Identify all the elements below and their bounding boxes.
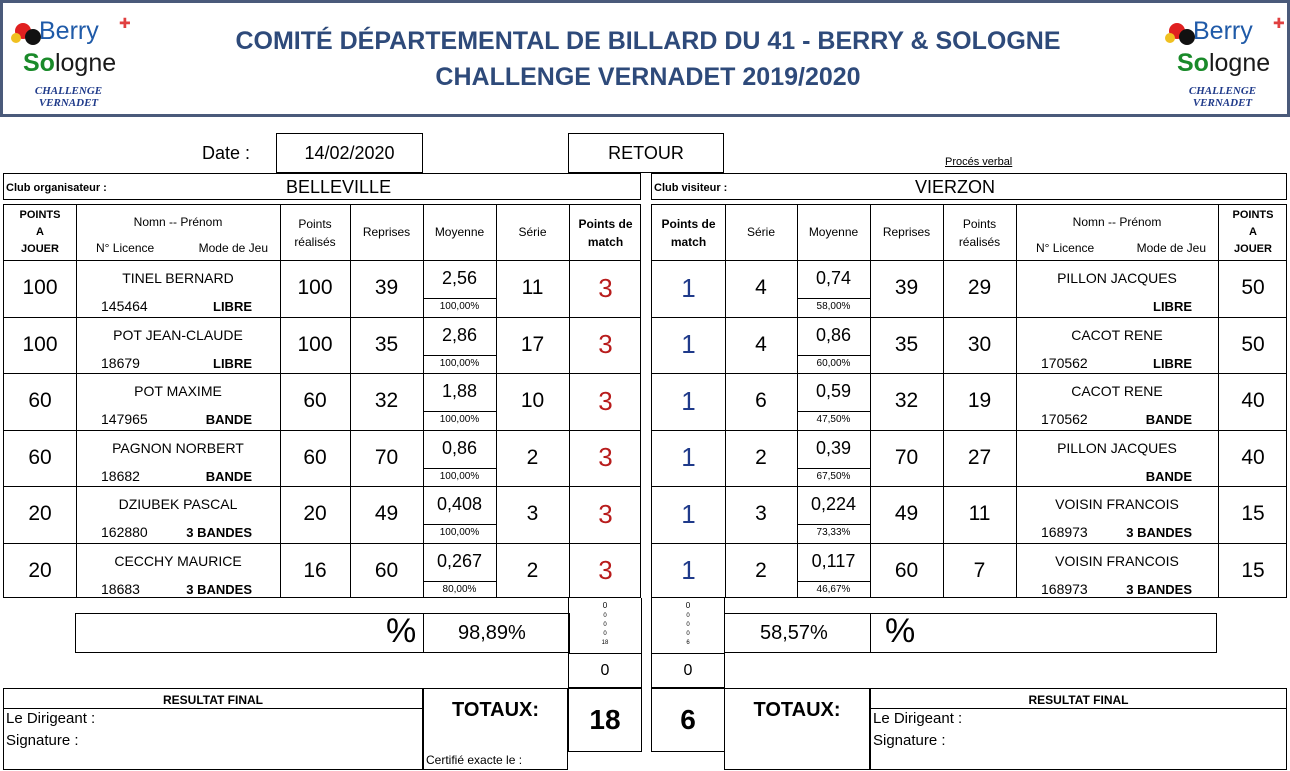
header-points-a-jouer: JOUER [1234,243,1272,255]
value-cell: 60 [374,558,399,582]
column-header [423,205,496,260]
match-points: 1 [681,329,696,360]
totaux-label: TOTAUX: [753,699,841,721]
value-cell: 2 [755,445,767,469]
column-header [350,205,423,260]
mini-total: 0 [686,613,690,619]
value-cell: 20 [28,558,52,582]
player-cell [1016,373,1218,430]
club-organisateur-label: Club organisateur : [6,182,107,194]
column-header [725,205,797,260]
value-cell: 100 [22,332,58,356]
value-cell: 100 [297,276,333,300]
home-percentage-box [75,613,570,653]
header-points-a-jouer: A [36,226,44,238]
mini-total: 18 [601,640,609,646]
percent-symbol: % [885,612,916,650]
player-cell [1016,543,1218,600]
player-mode: LIBRE [213,299,252,314]
header-points-a-jouer: POINTS [1232,209,1274,221]
mini-total: 0 [602,601,608,610]
header-points-a-jouer: POINTS [19,209,61,221]
player-cell [76,486,280,543]
home-grand-total: 18 [568,688,642,752]
club-organisateur-row [3,173,641,200]
moyenne-cell [423,317,496,374]
berry-sologne-logo-left: ✚ Berry Sologne CHALLENGE VERNADET [11,15,131,115]
header-nom-prenom: Nomn -- Prénom [133,215,223,229]
player-licence: 18682 [101,467,140,484]
header-points-match: Points de [661,216,716,231]
header-nom-prenom: Nomn -- Prénom [1072,215,1162,229]
value-cell: 100 [22,276,58,300]
player-mode: BANDE [205,412,252,427]
column-header [76,205,280,260]
value-cell: 4 [755,276,767,300]
player-licence: 147965 [101,411,148,427]
moyenne-percentage: 46,67% [816,583,851,595]
moyenne-cell [797,317,870,374]
value-cell: 2 [526,445,539,469]
player-cell [1016,430,1218,487]
visitor-percentage: 58,57% [760,622,828,644]
player-mode: BANDE [205,468,252,484]
value-cell: 50 [1241,276,1265,300]
page-subtitle: CHALLENGE VERNADET 2019/2020 [435,63,861,91]
moyenne-value: 0,86 [441,437,478,458]
home-mini-totals [568,598,642,653]
player-licence: 168973 [1041,580,1088,597]
club-organisateur-value: BELLEVILLE [286,177,392,197]
value-cell: 11 [521,276,544,300]
column-header [1016,205,1218,260]
value-cell: 49 [374,502,399,526]
moyenne-cell [423,430,496,487]
player-mode: BANDE [1145,468,1192,484]
player-cell [76,260,280,317]
player-cell [76,317,280,374]
moyenne-percentage: 58,00% [816,301,851,312]
header-points-realises: réalisés [294,234,336,249]
logo-logne-text: logne [1208,49,1271,77]
moyenne-cell [423,260,496,317]
value-cell: 20 [303,502,327,526]
column-header [1218,205,1288,260]
header-points-a-jouer: JOUER [21,243,59,255]
player-licence: 145464 [101,298,148,314]
value-cell: 6 [755,389,767,413]
value-cell: 70 [894,445,919,469]
visitor-percentage-box [724,613,1217,653]
player-licence: 18683 [101,580,140,597]
value-cell: 70 [374,445,399,469]
match-points: 3 [598,555,613,586]
value-cell: 27 [967,445,992,469]
logo-logne-text: logne [54,49,117,77]
moyenne-percentage: 67,50% [816,470,851,482]
column-header [870,205,943,260]
value-cell: 100 [297,332,333,356]
visitor-grand-total: 6 [651,688,725,752]
logo-challenge-text: CHALLENGE [34,85,103,97]
moyenne-percentage: 80,00% [442,583,477,595]
player-cell [76,430,280,487]
phase-field: RETOUR [568,133,724,173]
value-cell: 39 [374,276,399,300]
header-points-realises: réalisés [958,234,1001,249]
player-name: PILLON JACQUES [1057,439,1177,456]
value-cell: 30 [967,332,992,356]
signature-label: Signature : [6,732,79,749]
player-licence: 162880 [101,524,148,540]
club-visiteur-value: VIERZON [915,177,996,197]
mini-total: 0 [686,622,690,628]
match-points: 3 [598,498,613,529]
resultat-final-label: RESULTAT FINAL [1028,693,1129,707]
moyenne-cell [797,373,870,430]
header-mode-jeu: Mode de Jeu [198,241,268,255]
header-points-realises: Points [962,216,997,231]
moyenne-value: 0,59 [815,381,852,401]
signature-label: Signature : [873,732,946,749]
mini-total: 0 [685,601,691,610]
player-name: CACOT RENE [1071,326,1163,343]
player-name: VOISIN FRANCOIS [1055,552,1179,569]
moyenne-percentage: 100,00% [439,470,480,482]
player-name: POT JEAN-CLAUDE [113,326,243,343]
home-zero-total: 0 [568,653,642,688]
value-cell: 40 [1241,445,1265,469]
player-mode: 3 BANDES [186,581,252,597]
player-mode: 3 BANDES [1126,581,1192,597]
header-banner [0,0,1290,117]
header-rep: Reprises [362,225,411,239]
resultat-final-label: RESULTAT FINAL [163,693,263,707]
moyenne-value: 0,117 [811,550,856,571]
value-cell: 7 [973,558,986,582]
moyenne-value: 2,56 [441,268,478,288]
certifie-label: Certifié exacte le : [426,753,523,767]
value-cell: 60 [894,558,919,582]
header-mode-jeu: Mode de Jeu [1136,241,1206,255]
header-points-match: match [670,234,707,249]
percent-symbol: % [386,612,417,650]
header-points-match: Points de [578,216,633,231]
dirigeant-label: Le Dirigeant : [873,710,963,727]
mini-total: 0 [603,622,607,628]
player-name: PILLON JACQUES [1057,270,1177,286]
visitor-result-box [870,688,1287,770]
header-rep: Reprises [882,225,931,239]
header-moy: Moyenne [808,225,859,239]
totaux-right-box [724,688,870,770]
player-name: PAGNON NORBERT [112,439,244,456]
value-cell: 49 [894,502,919,526]
player-mode: LIBRE [213,355,252,371]
proces-verbal-label: Procés verbal [945,156,1013,168]
value-cell: 15 [1241,558,1265,582]
value-cell: 3 [526,502,539,526]
header-points-a-jouer: A [1249,226,1257,238]
logo-challenge-text: CHALLENGE [1188,85,1257,97]
match-points: 1 [681,385,696,416]
moyenne-percentage: 100,00% [439,301,480,312]
moyenne-value: 2,86 [441,324,478,345]
club-visiteur-row [651,173,1287,200]
value-cell: 2 [755,558,767,582]
logo-berry-text: Berry [1193,17,1253,45]
header-points-match: match [587,234,624,249]
moyenne-cell [797,543,870,600]
player-licence: 168973 [1041,524,1088,540]
header-serie: Série [746,225,775,239]
moyenne-cell [797,486,870,543]
player-cell [76,373,280,430]
header-moy: Moyenne [434,225,485,239]
moyenne-cell [423,373,496,430]
value-cell: 16 [303,558,327,582]
moyenne-value: 1,88 [441,381,478,401]
column-header [496,205,569,260]
moyenne-cell [423,486,496,543]
totaux-label: TOTAUX: [451,699,540,721]
logo-so-text: So [23,49,55,77]
match-points: 3 [598,272,613,303]
match-points: 1 [681,272,696,303]
header-points-realises: Points [298,216,332,231]
header-licence: N° Licence [96,241,155,255]
value-cell: 4 [755,332,767,356]
value-cell: 35 [894,332,919,356]
value-cell: 39 [894,276,919,300]
column-header [797,205,870,260]
date-field[interactable]: 14/02/2020 [276,133,423,173]
value-cell: 60 [303,445,327,469]
mini-total: 0 [603,631,607,637]
value-cell: 20 [28,502,52,526]
player-mode: 3 BANDES [1126,525,1192,540]
date-label: Date : [202,143,251,163]
player-name: POT MAXIME [134,383,222,399]
moyenne-value: 0,86 [815,324,852,345]
logo-vernadet-text: VERNADET [38,97,99,109]
column-header [652,205,725,260]
moyenne-value: 0,408 [436,494,483,514]
visitor-players-table [651,204,1287,598]
value-cell: 60 [303,389,327,413]
logo-berry-text: Berry [39,17,99,45]
moyenne-value: 0,267 [436,550,483,571]
match-points: 3 [598,385,613,416]
mini-total: 0 [603,613,607,619]
player-mode: LIBRE [1153,299,1192,314]
home-percentage: 98,89% [458,622,526,644]
player-mode: BANDE [1145,412,1192,427]
home-players-table [3,204,641,598]
player-name: CACOT RENE [1071,383,1163,399]
player-cell [76,543,280,600]
moyenne-percentage: 60,00% [816,357,851,369]
totaux-left-box [423,688,568,770]
player-name: TINEL BERNARD [122,270,234,286]
value-cell: 29 [967,276,992,300]
moyenne-cell [423,543,496,600]
mini-total: 0 [686,631,690,637]
moyenne-value: 0,39 [815,437,852,458]
match-points: 1 [681,442,696,473]
player-licence: 170562 [1041,411,1088,427]
value-cell: 15 [1241,502,1265,526]
value-cell: 35 [374,332,399,356]
header-licence: N° Licence [1036,241,1095,255]
value-cell: 10 [520,389,545,413]
value-cell: 19 [967,389,992,413]
match-points: 3 [598,442,613,473]
value-cell: 11 [968,502,991,526]
player-cell [1016,317,1218,374]
moyenne-percentage: 100,00% [439,527,480,538]
moyenne-value: 0,224 [810,494,857,514]
value-cell: 50 [1241,332,1265,356]
player-mode: LIBRE [1153,355,1192,371]
home-result-box [3,688,423,770]
column-header [569,205,642,260]
value-cell: 32 [894,389,919,413]
club-visiteur-label: Club visiteur : [654,182,728,194]
player-licence: 18679 [101,354,140,371]
player-licence: 170562 [1041,354,1088,371]
moyenne-percentage: 73,33% [816,527,851,538]
player-name: DZIUBEK PASCAL [118,496,238,512]
match-points: 1 [681,498,696,529]
moyenne-percentage: 100,00% [439,414,480,425]
value-cell: 3 [755,502,767,526]
page-title: COMITÉ DÉPARTEMENTAL DE BILLARD DU 41 - BERRY & SOLOGNE [235,27,1061,55]
moyenne-cell [797,260,870,317]
column-header [4,205,76,260]
column-header [280,205,350,260]
moyenne-cell [797,430,870,487]
match-points: 3 [598,329,613,360]
value-cell: 40 [1241,389,1265,413]
dirigeant-label: Le Dirigeant : [6,710,96,727]
player-cell [1016,486,1218,543]
value-cell: 60 [28,389,52,413]
value-cell: 32 [374,389,399,413]
column-header [943,205,1016,260]
moyenne-value: 0,74 [815,268,852,288]
mini-total: 6 [686,640,690,646]
player-cell [1016,260,1218,317]
logo-so-text: So [1177,49,1209,77]
logo-vernadet-text: VERNADET [1192,97,1253,109]
moyenne-percentage: 100,00% [439,357,480,369]
value-cell: 2 [526,558,539,582]
header-serie: Série [518,225,547,239]
berry-sologne-logo-right: ✚ Berry Sologne CHALLENGE VERNADET [1165,15,1285,115]
match-points: 1 [681,555,696,586]
value-cell: 60 [28,445,52,469]
visitor-mini-totals [651,598,725,653]
player-mode: 3 BANDES [186,525,252,540]
player-name: CECCHY MAURICE [114,552,242,569]
player-name: VOISIN FRANCOIS [1055,496,1179,512]
moyenne-percentage: 47,50% [816,414,851,425]
visitor-zero-total: 0 [651,653,725,688]
value-cell: 17 [520,332,545,356]
